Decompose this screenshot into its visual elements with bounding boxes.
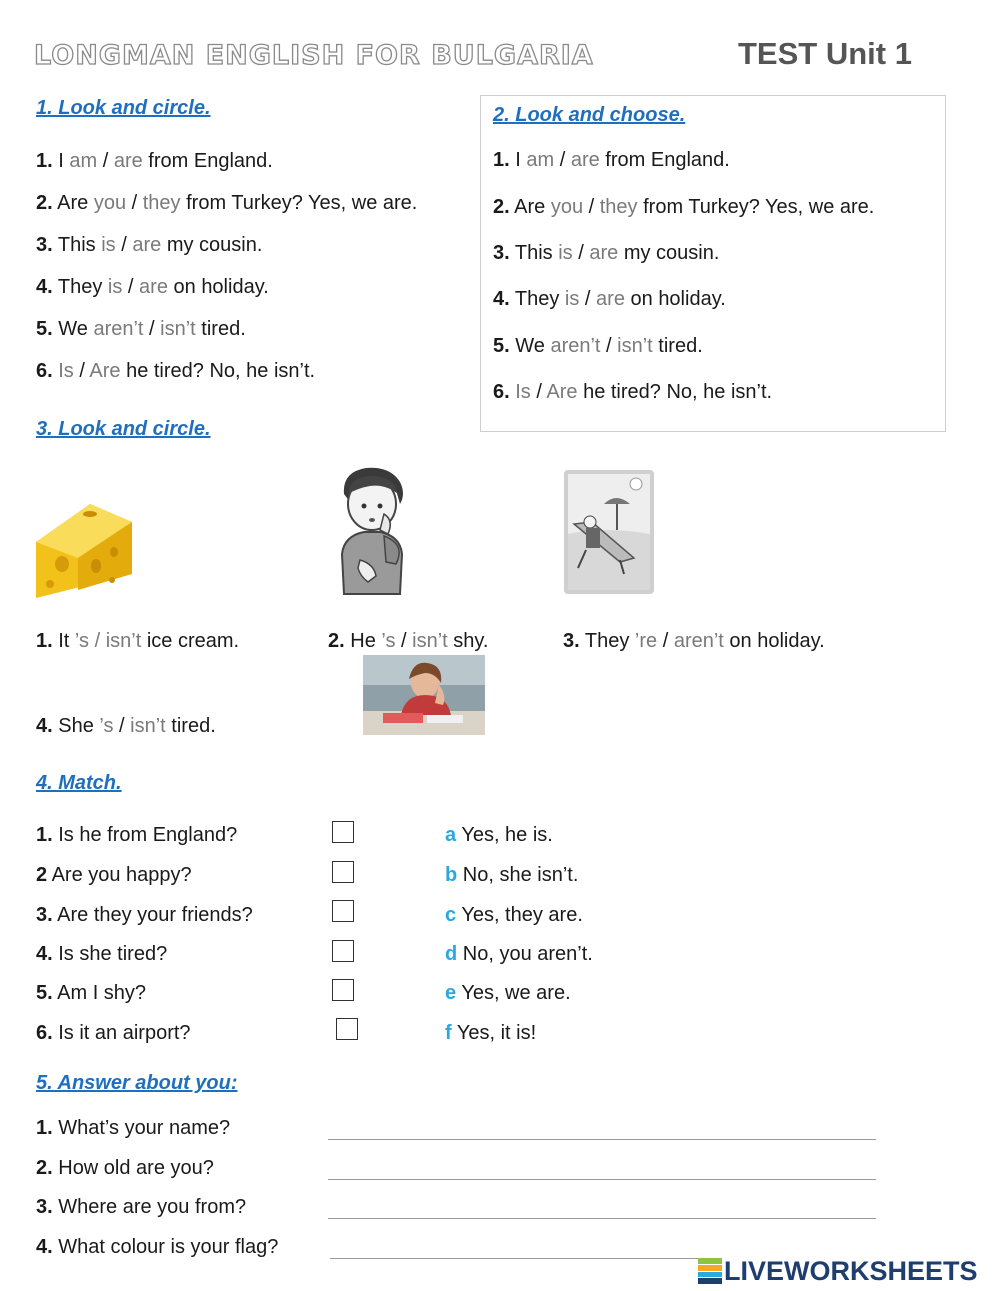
brand-title: LONGMAN ENGLISH FOR BULGARIA — [34, 40, 594, 71]
s3-opt-1b[interactable]: isn’t — [105, 630, 142, 652]
match-checkbox-3[interactable] — [332, 900, 354, 922]
s3-opt-2a[interactable]: ’s — [381, 630, 396, 652]
s1-opt-3a[interactable]: is — [101, 234, 116, 256]
s2-item-1: 1. I am / are from England. — [493, 149, 730, 171]
s2-item-2: 2. Are you / they from Turkey? Yes, we are. — [493, 196, 875, 218]
shy-boy-image — [330, 464, 412, 596]
s3-item-3: 3. They ’re / aren’t on holiday. — [563, 630, 825, 652]
answer-line-from[interactable] — [328, 1218, 876, 1219]
s1-opt-1a[interactable]: am — [69, 150, 98, 172]
section1-title: 1. Look and circle. — [36, 97, 211, 119]
s1-opt-4a[interactable]: is — [107, 276, 123, 298]
cheese-image — [32, 500, 134, 602]
s4-answer-f: f Yes, it is! — [445, 1022, 537, 1044]
liveworksheets-logo-icon — [698, 1258, 722, 1284]
s1-item-6: 6. Is / Are he tired? No, he isn’t. — [36, 360, 316, 382]
section4-title: 4. Match. — [36, 772, 122, 794]
beach-holiday-image — [564, 470, 654, 594]
s2-item-6: 6. Is / Are he tired? No, he isn’t. — [493, 381, 773, 403]
liveworksheets-logo-text: LIVEWORKSHEETS — [724, 1255, 978, 1286]
match-checkbox-6[interactable] — [336, 1018, 358, 1040]
liveworksheets-logo — [698, 1254, 978, 1288]
s5-question-3: 3. Where are you from? — [36, 1196, 247, 1218]
s4-answer-e: e Yes, we are. — [445, 982, 571, 1004]
s1-opt-5b[interactable]: isn’t — [160, 318, 196, 340]
tired-girl-image — [363, 655, 485, 735]
s1-item-2: 2. Are you / they from Turkey? Yes, we are. — [36, 192, 418, 214]
s2-opt-6b[interactable]: Are — [546, 381, 578, 403]
answer-line-flag[interactable] — [330, 1258, 698, 1259]
s4-question-6: 6. Is it an airport? — [36, 1022, 191, 1044]
s4-answer-a: a Yes, he is. — [445, 824, 553, 846]
section3-title: 3. Look and circle. — [36, 418, 211, 440]
s3-item-2: 2. He ’s / isn’t shy. — [328, 630, 489, 652]
s5-question-4: 4. What colour is your flag? — [36, 1236, 279, 1258]
s1-opt-1b[interactable]: are — [113, 150, 143, 172]
s1-item-1: 1. I am / are from England. — [36, 150, 273, 172]
s2-opt-1b[interactable]: are — [570, 149, 600, 171]
s3-item-4: 4. She ’s / isn’t tired. — [36, 715, 216, 737]
s3-opt-3a[interactable]: ’re — [634, 630, 658, 652]
s1-item-3: 3. This is / are my cousin. — [36, 234, 263, 256]
s4-question-2: 2 Are you happy? — [36, 864, 192, 886]
section2-title: 2. Look and choose. — [493, 104, 686, 126]
s2-item-4: 4. They is / are on holiday. — [493, 288, 726, 310]
s1-opt-6b[interactable]: Are — [89, 360, 121, 382]
s3-item-1: 1. It ’s / isn’t ice cream. — [36, 630, 240, 652]
s3-opt-2b[interactable]: isn’t — [412, 630, 448, 652]
s2-opt-6a[interactable]: Is — [515, 381, 531, 403]
s4-question-5: 5. Am I shy? — [36, 982, 147, 1004]
s1-item-5: 5. We aren’t / isn’t tired. — [36, 318, 246, 340]
s3-opt-3b[interactable]: aren’t — [673, 630, 724, 652]
answer-line-age[interactable] — [328, 1179, 876, 1180]
s2-opt-4b[interactable]: are — [596, 288, 625, 310]
section5-title: 5. Answer about you: — [36, 1072, 238, 1094]
s2-opt-3b[interactable]: are — [589, 242, 619, 264]
s4-answer-d: d No, you aren’t. — [445, 943, 593, 965]
match-checkbox-4[interactable] — [332, 940, 354, 962]
s3-opt-4a[interactable]: ’s — [99, 715, 114, 737]
s2-opt-2b[interactable]: they — [599, 196, 638, 218]
s4-question-4: 4. Is she tired? — [36, 943, 168, 965]
s1-opt-4b[interactable]: are — [139, 276, 168, 298]
s1-item-4: 4. They is / are on holiday. — [36, 276, 269, 298]
s1-opt-3b[interactable]: are — [132, 234, 162, 256]
s1-opt-6a[interactable]: Is — [58, 360, 74, 382]
s1-opt-2b[interactable]: they — [142, 192, 181, 214]
s2-item-3: 3. This is / are my cousin. — [493, 242, 720, 264]
s2-opt-5a[interactable]: aren’t — [550, 335, 601, 357]
s5-question-2: 2. How old are you? — [36, 1157, 214, 1179]
s1-opt-2a[interactable]: you — [93, 192, 127, 214]
s3-opt-4b[interactable]: isn’t — [130, 715, 166, 737]
s2-opt-5b[interactable]: isn’t — [617, 335, 653, 357]
s4-answer-c: c Yes, they are. — [445, 904, 583, 926]
s2-opt-4a[interactable]: is — [564, 288, 580, 310]
match-checkbox-5[interactable] — [332, 979, 354, 1001]
s2-opt-1a[interactable]: am — [526, 149, 555, 171]
s4-question-3: 3. Are they your friends? — [36, 904, 253, 926]
s4-question-1: 1. Is he from England? — [36, 824, 238, 846]
s5-question-1: 1. What’s your name? — [36, 1117, 231, 1139]
match-checkbox-2[interactable] — [332, 861, 354, 883]
answer-line-name[interactable] — [328, 1139, 876, 1140]
s1-opt-5a[interactable]: aren’t — [93, 318, 144, 340]
s4-answer-b: b No, she isn’t. — [445, 864, 579, 886]
test-title: TEST Unit 1 — [738, 36, 912, 71]
s2-opt-2a[interactable]: you — [550, 196, 584, 218]
s3-opt-1a[interactable]: ’s — [74, 630, 90, 652]
match-checkbox-1[interactable] — [332, 821, 354, 843]
s2-item-5: 5. We aren’t / isn’t tired. — [493, 335, 703, 357]
s2-opt-3a[interactable]: is — [558, 242, 573, 264]
